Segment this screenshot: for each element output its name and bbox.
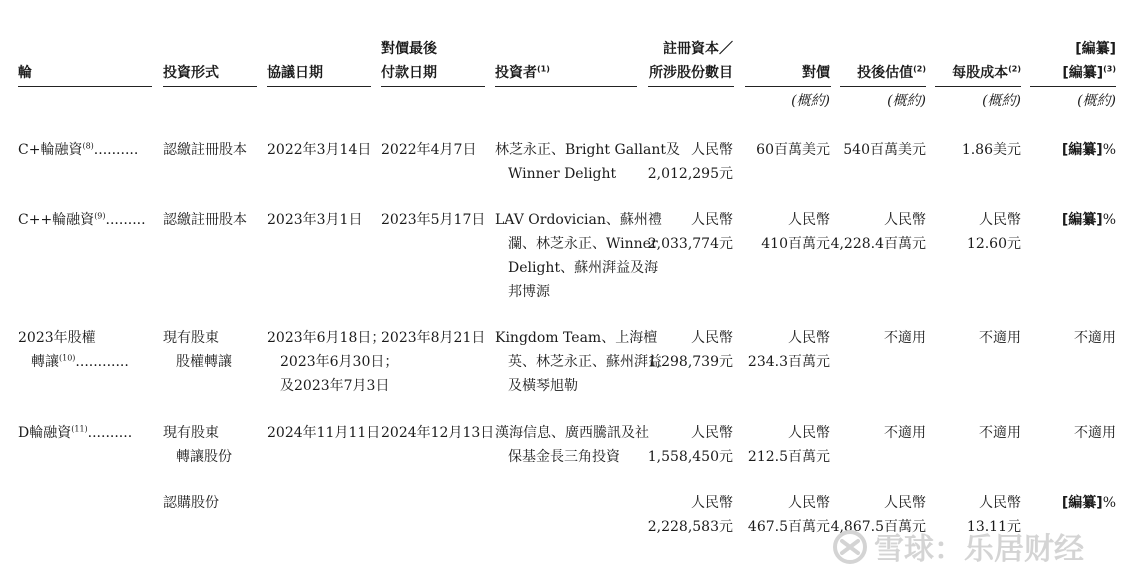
row2-cost-currency: 人民幣	[979, 212, 1021, 228]
row1-round-note: (8)	[82, 141, 94, 151]
row4-agreement: 2024年11月11日	[267, 425, 381, 441]
row5-redacted	[1062, 491, 1116, 515]
watermark-brand: 雪球	[874, 532, 934, 567]
row3-investors	[495, 326, 662, 398]
snowball-logo-icon	[832, 529, 868, 565]
row4-round-note: (11)	[71, 424, 88, 434]
header-rule-cost	[935, 86, 1021, 87]
row3-agreement-line1: 2023年6月18日；	[267, 330, 386, 346]
row2-round-note: (9)	[94, 211, 106, 221]
row1-round-dots: ..........	[93, 142, 139, 158]
row4-consideration	[748, 421, 830, 469]
row3-valuation: 不適用	[884, 330, 926, 346]
row2-cost	[967, 208, 1021, 256]
header-investment-form: 投資形式	[163, 65, 219, 81]
row5-cost-currency: 人民幣	[979, 495, 1021, 511]
row4-round	[18, 421, 132, 445]
header-consideration: 對價	[802, 65, 830, 81]
row3-agreement-line3: 及2023年7月3日	[280, 378, 390, 394]
row4-round-dots: ..........	[87, 425, 133, 441]
row3-consideration-currency: 人民幣	[788, 330, 830, 346]
row4-capital-amount: 1,558,450元	[647, 449, 733, 465]
row2-redacted-label: [編纂]	[1061, 212, 1103, 228]
row3-agreement	[267, 326, 398, 398]
header-rule-capital	[648, 86, 734, 87]
row1-agreement: 2022年3月14日	[267, 142, 372, 158]
row5-consideration-amount: 467.5百萬元	[747, 519, 830, 535]
row2-investors-line1: LAV Ordovician、蘇州禮	[495, 212, 662, 228]
row1-investors-line2: Winner Delight	[508, 166, 617, 182]
row2-cost-amount: 12.60元	[966, 236, 1021, 252]
row4-form-line2: 轉讓股份	[176, 449, 232, 465]
row4-valuation: 不適用	[884, 425, 926, 441]
row1-redacted-suffix: %	[1102, 142, 1116, 158]
header-cost-per-share	[952, 60, 1021, 86]
row3-payment: 2023年8月21日	[381, 330, 486, 346]
row5-capital-currency: 人民幣	[691, 495, 733, 511]
header-payment-date-line2: 付款日期	[381, 65, 437, 81]
header-rule-payment	[381, 86, 485, 87]
row2-redacted	[1062, 208, 1116, 232]
header-rule-redacted	[1030, 86, 1116, 87]
header-rule-valuation	[840, 86, 926, 87]
header-payment-date-line1: 對價最後	[381, 41, 437, 57]
watermark-author: 乐居财经	[964, 532, 1084, 567]
header-rule-consideration	[745, 86, 831, 87]
header-redacted-note: (3)	[1103, 64, 1116, 74]
row4-consideration-currency: 人民幣	[788, 425, 830, 441]
row3-form	[163, 326, 232, 374]
row2-valuation	[831, 208, 926, 256]
row3-consideration-amount: 234.3百萬元	[747, 354, 830, 370]
row4-consideration-amount: 212.5百萬元	[747, 449, 830, 465]
row5-valuation-amount: 4,867.5百萬元	[830, 519, 926, 535]
row5-form: 認購股份	[163, 495, 219, 511]
row3-round-dots: ............	[75, 354, 129, 370]
row2-investors-line2: 瀾、林芝永正、Winner	[508, 236, 658, 252]
row3-investors-line2: 英、林芝永正、蘇州湃益	[508, 354, 662, 370]
row4-investors-line2: 保基金長三角投資	[508, 449, 620, 465]
header-investors	[495, 60, 550, 86]
header-rule-investors	[495, 86, 637, 87]
header-agreement-date: 協議日期	[267, 65, 323, 81]
header-cost-note: (2)	[1008, 64, 1021, 74]
header-cost-label: 每股成本	[952, 65, 1009, 81]
row1-redacted-label: [編纂]	[1061, 142, 1103, 158]
row2-consideration	[761, 208, 830, 256]
row3-cost: 不適用	[979, 330, 1021, 346]
row5-consideration-currency: 人民幣	[788, 495, 830, 511]
header-redacted-top: [編纂]	[1075, 41, 1116, 57]
row5-cost-amount: 13.11元	[966, 519, 1021, 535]
header-investors-note: (1)	[537, 64, 550, 74]
row4-investors	[495, 421, 649, 469]
approx-label-cost: (概約)	[982, 93, 1021, 109]
row3-investors-line1: Kingdom Team、上海檀	[495, 330, 658, 346]
row2-payment: 2023年5月17日	[381, 212, 486, 228]
row5-redacted-suffix: %	[1102, 495, 1116, 511]
watermark	[832, 528, 1132, 572]
row3-capital-amount: 1,298,739元	[647, 354, 733, 370]
row4-form-line1: 現有股東	[163, 425, 219, 441]
header-valuation-note: (2)	[913, 64, 926, 74]
row3-agreement-line2: 2023年6月30日；	[280, 354, 399, 370]
row3-redacted: 不適用	[1074, 330, 1116, 346]
row2-form: 認繳註冊股本	[163, 212, 247, 228]
row3-capital	[648, 326, 733, 374]
row3-form-line1: 現有股東	[163, 330, 219, 346]
row1-capital-currency: 人民幣	[691, 142, 733, 158]
row3-consideration	[748, 326, 830, 374]
row1-payment: 2022年4月7日	[381, 142, 477, 158]
header-redacted-label: [編纂]	[1062, 65, 1104, 81]
row3-round	[18, 326, 129, 374]
row4-capital-currency: 人民幣	[691, 425, 733, 441]
row4-capital	[648, 421, 733, 469]
row3-round-line2: 轉讓	[31, 354, 59, 370]
row2-agreement: 2023年3月1日	[267, 212, 363, 228]
row2-investors-line3: Delight、蘇州湃益及海	[508, 260, 659, 276]
row1-cost: 1.86美元	[961, 142, 1021, 158]
approx-label-consideration: (概約)	[791, 93, 830, 109]
row3-capital-currency: 人民幣	[691, 330, 733, 346]
header-round: 輪	[18, 65, 32, 81]
row2-investors	[495, 208, 662, 304]
row4-redacted: 不適用	[1074, 425, 1116, 441]
row1-valuation: 540百萬美元	[843, 142, 926, 158]
row2-capital-currency: 人民幣	[691, 212, 733, 228]
row4-cost: 不適用	[979, 425, 1021, 441]
row5-valuation-currency: 人民幣	[884, 495, 926, 511]
row1-capital-amount: 2,012,295元	[647, 166, 733, 182]
row2-valuation-amount: 4,228.4百萬元	[830, 236, 926, 252]
row2-redacted-suffix: %	[1102, 212, 1116, 228]
header-investors-label: 投資者	[495, 65, 537, 81]
row2-consideration-currency: 人民幣	[788, 212, 830, 228]
row1-round	[18, 138, 138, 162]
row4-form	[163, 421, 232, 469]
row2-investors-line4: 邦博源	[508, 284, 550, 300]
header-redacted-bottom	[1062, 60, 1116, 86]
row3-form-line2: 股權轉讓	[176, 354, 232, 370]
row2-capital	[648, 208, 733, 256]
approx-label-valuation: (概約)	[887, 93, 926, 109]
row2-capital-amount: 2,033,774元	[647, 236, 733, 252]
header-reg-capital-line1: 註冊資本／	[663, 41, 733, 57]
row4-round-label: D輪融資	[18, 425, 72, 441]
row5-capital	[648, 491, 733, 539]
row1-investors-line1: 林芝永正、Bright Gallant及	[495, 142, 680, 158]
row4-payment: 2024年12月13日	[381, 425, 495, 441]
header-rule-round	[18, 86, 152, 87]
row2-valuation-currency: 人民幣	[884, 212, 926, 228]
row2-consideration-amount: 410百萬元	[761, 236, 830, 252]
header-reg-capital-line2: 所涉股份數目	[649, 65, 733, 81]
row2-round	[18, 208, 146, 232]
row1-capital	[648, 138, 733, 186]
row3-investors-line3: 及橫琴旭勒	[508, 378, 578, 394]
row1-consideration: 60百萬美元	[756, 142, 830, 158]
row3-round-note: (10)	[59, 353, 76, 363]
row3-round-line1: 2023年股權	[18, 330, 96, 346]
header-rule-agreement	[267, 86, 371, 87]
row5-capital-amount: 2,228,583元	[647, 519, 733, 535]
row5-redacted-label: [編纂]	[1061, 495, 1103, 511]
row1-redacted	[1062, 138, 1116, 162]
row1-round-label: C+輪融資	[18, 142, 83, 158]
row2-round-label: C++輪融資	[18, 212, 95, 228]
watermark-separator: ：	[934, 532, 964, 567]
approx-label-redacted: (概約)	[1077, 93, 1116, 109]
row4-investors-line1: 漢海信息、廣西騰訊及社	[495, 425, 649, 441]
header-rule-form	[163, 86, 257, 87]
row1-form: 認繳註冊股本	[163, 142, 247, 158]
header-valuation	[857, 60, 926, 86]
header-valuation-label: 投後估值	[857, 65, 914, 81]
row5-consideration	[748, 491, 830, 539]
row2-round-dots: .........	[105, 212, 146, 228]
